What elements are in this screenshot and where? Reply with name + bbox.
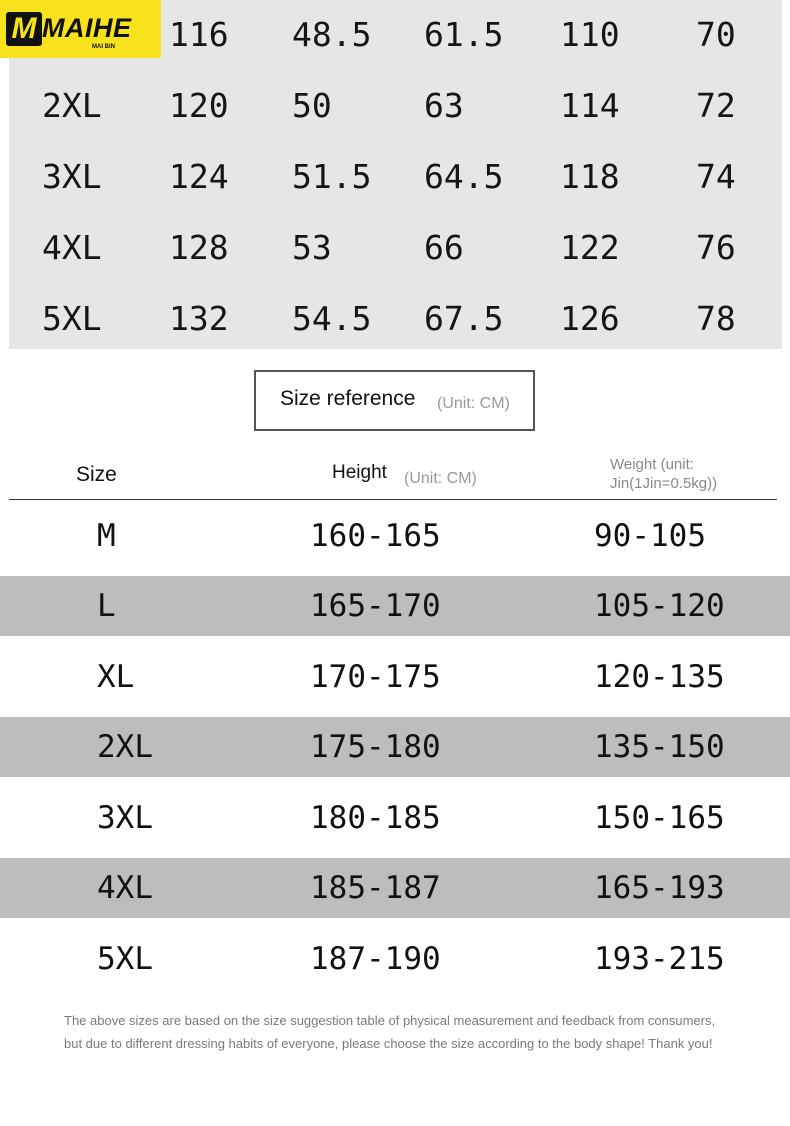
weight-cell: 135-150 [594, 729, 725, 765]
height-cell: 175-180 [310, 729, 441, 765]
size-cell: 5XL [42, 299, 102, 338]
size-cell: M [97, 518, 116, 554]
table-cell: 110 [560, 15, 620, 54]
table-row [9, 213, 782, 283]
logo-name: MAIHE [42, 13, 132, 43]
weight-cell: 90-105 [594, 518, 706, 554]
table-row [0, 858, 790, 918]
height-cell: 160-165 [310, 518, 441, 554]
table-cell: 63 [424, 86, 464, 125]
header-divider [9, 499, 777, 500]
table-cell: 66 [424, 228, 464, 267]
size-cell: 2XL [42, 86, 102, 125]
header-height-unit: (Unit: CM) [404, 470, 477, 487]
height-cell: 170-175 [310, 659, 441, 695]
weight-cell: 120-135 [594, 659, 725, 695]
table-row [0, 717, 790, 777]
table-row [0, 788, 790, 848]
size-cell: XL [97, 659, 135, 695]
table-cell: 76 [696, 228, 736, 267]
header-size: Size [76, 463, 117, 486]
height-cell: 165-170 [310, 588, 441, 624]
size-reference-title: Size reference [280, 387, 416, 410]
size-cell: 3XL [97, 800, 153, 836]
header-height: Height [332, 462, 387, 483]
weight-cell: 150-165 [594, 800, 725, 836]
size-cell: 3XL [42, 157, 102, 196]
table-cell: 67.5 [424, 299, 504, 338]
size-cell: L [97, 588, 116, 624]
table-cell: 114 [560, 86, 620, 125]
table-cell: 64.5 [424, 157, 504, 196]
table-cell: 72 [696, 86, 736, 125]
table-row [0, 929, 790, 989]
table-cell: 128 [169, 228, 229, 267]
table-cell: 48.5 [292, 15, 372, 54]
table-row [9, 284, 782, 354]
table-cell: 120 [169, 86, 229, 125]
table-cell: 132 [169, 299, 229, 338]
size-cell: 5XL [97, 941, 153, 977]
table-row [0, 576, 790, 636]
table-cell: 50 [292, 86, 332, 125]
size-reference-title-box [254, 370, 535, 431]
logo-mark: M [6, 12, 42, 46]
table-cell: 116 [169, 15, 229, 54]
table-cell: 118 [560, 157, 620, 196]
weight-cell: 105-120 [594, 588, 725, 624]
table-cell: 51.5 [292, 157, 372, 196]
size-cell: 4XL [42, 228, 102, 267]
table-cell: 61.5 [424, 15, 504, 54]
table-cell: 53 [292, 228, 332, 267]
weight-cell: 193-215 [594, 941, 725, 977]
table-cell: 124 [169, 157, 229, 196]
size-reference-unit: (Unit: CM) [437, 395, 510, 412]
table-cell: 70 [696, 15, 736, 54]
table-cell: 78 [696, 299, 736, 338]
table-cell: 126 [560, 299, 620, 338]
weight-cell: 165-193 [594, 870, 725, 906]
table-row [9, 142, 782, 212]
height-cell: 185-187 [310, 870, 441, 906]
table-cell: 122 [560, 228, 620, 267]
brand-logo [0, 0, 161, 58]
table-row [0, 506, 790, 566]
footnote-line-2: but due to different dressing habits of everyone, please choose the size according to the body shape! Thank you! [64, 1036, 713, 1051]
table-row [9, 71, 782, 141]
size-cell: 2XL [97, 729, 153, 765]
footnote-line-1: The above sizes are based on the size suggestion table of physical measurement and feedback from consumers, [64, 1013, 716, 1028]
table-cell: 74 [696, 157, 736, 196]
height-cell: 187-190 [310, 941, 441, 977]
header-weight: Weight (unit: Jin(1Jin=0.5kg)) [610, 456, 718, 492]
height-cell: 180-185 [310, 800, 441, 836]
table-row [0, 647, 790, 707]
size-cell: 4XL [97, 870, 153, 906]
table-cell: 54.5 [292, 299, 372, 338]
logo-tagline: MAI BIN [92, 44, 115, 50]
